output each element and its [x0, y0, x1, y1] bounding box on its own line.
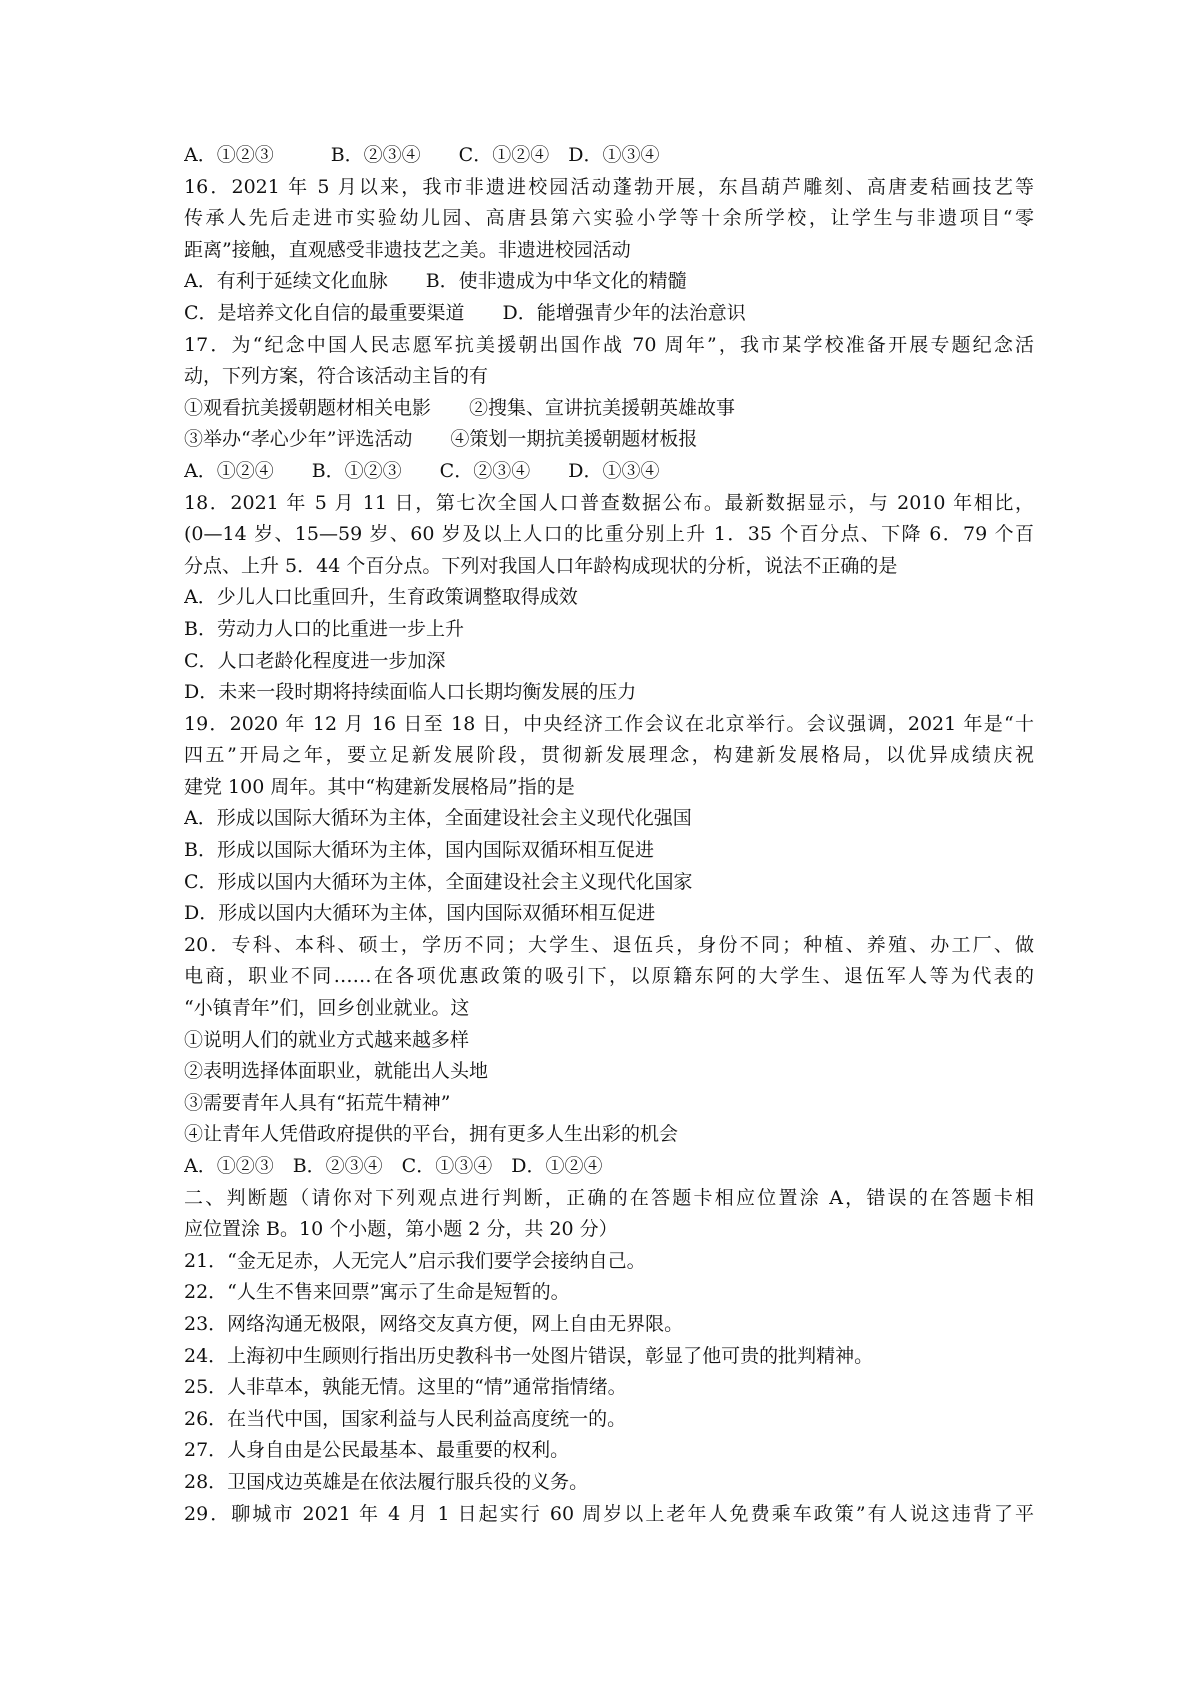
- q23: 23．网络沟通无极限，网络交友真方便，网上自由无界限。: [184, 1312, 684, 1335]
- q20-item-3: ③需要青年人具有“拓荒牛精神”: [184, 1091, 451, 1114]
- q18-option-b: B．劳动力人口的比重进一步上升: [184, 617, 464, 640]
- section-2-heading-line-1: 二、判断题（请你对下列观点进行判断，正确的在答题卡相应位置涂 A，错误的在答题卡相: [184, 1186, 1034, 1209]
- q16-stem-line-1: 16．2021 年 5 月以来，我市非遗进校园活动蓬勃开展，东昌葫芦雕刻、高唐麦秸画技艺等: [184, 175, 1034, 198]
- q16-option-ab: A．有利于延续文化血脉 B．使非遗成为中华文化的精髓: [184, 270, 687, 293]
- q18-stem-line-1: 18．2021 年 5 月 11 日，第七次全国人口普查数据公布。最新数据显示，与 2010 年相比，: [184, 491, 1034, 514]
- q19-stem-line-1: 19．2020 年 12 月 16 日至 18 日，中央经济工作会议在北京举行。会议强调，2021 年是“十: [184, 712, 1034, 735]
- q20-stem-line-1: 20．专科、本科、硕士，学历不同；大学生、退伍兵，身份不同；种植、养殖、办工厂、做: [184, 933, 1034, 956]
- q19-stem-line-3: 建党 100 周年。其中“构建新发展格局”指的是: [184, 775, 575, 798]
- q19-option-c: C．形成以国内大循环为主体，全面建设社会主义现代化国家: [184, 870, 693, 893]
- q16-stem-line-2: 传承人先后走进市实验幼儿园、高唐县第六实验小学等十余所学校，让学生与非遗项目“零: [184, 207, 1034, 230]
- q18-option-a: A．少儿人口比重回升，生育政策调整取得成效: [184, 586, 578, 609]
- q28: 28．卫国戍边英雄是在依法履行服兵役的义务。: [184, 1470, 589, 1493]
- q20-options: A．①②③ B．②③④ C．①③④ D．①②④: [184, 1155, 603, 1177]
- document-page: [184, 140, 1034, 1530]
- q16-option-cd: C．是培养文化自信的最重要渠道 D．能增强青少年的法治意识: [184, 301, 746, 324]
- section-2-heading-line-2: 应位置涂 B。10 个小题，第小题 2 分，共 20 分）: [184, 1218, 618, 1241]
- q20-stem-line-2: 电商，职业不同……在各项优惠政策的吸引下，以原籍东阿的大学生、退伍军人等为代表的: [184, 965, 1034, 988]
- q18-stem-line-2: (0—14 岁、15—59 岁、60 岁及以上人口的比重分别上升 1．35 个百分点、下降 6．79 个百: [184, 523, 1034, 546]
- q18-option-c: C．人口老龄化程度进一步加深: [184, 649, 446, 672]
- q20-item-1: ①说明人们的就业方式越来越多样: [184, 1028, 470, 1051]
- q18-option-d: D．未来一段时期将持续面临人口长期均衡发展的压力: [184, 681, 637, 704]
- q19-option-d: D．形成以国内大循环为主体，国内国际双循环相互促进: [184, 902, 656, 925]
- q21: 21．“金无足赤，人无完人”启示我们要学会接纳自己。: [184, 1249, 646, 1272]
- q16-stem-line-3: 距离”接触，直观感受非遗技艺之美。非遗进校园活动: [184, 238, 631, 261]
- q20-item-2: ②表明选择体面职业，就能出人头地: [184, 1060, 489, 1083]
- q17-stem-line-1: 17．为“纪念中国人民志愿军抗美援朝出国作战 70 周年”，我市某学校准备开展专题纪念活: [184, 333, 1034, 356]
- q27: 27．人身自由是公民最基本、最重要的权利。: [184, 1439, 570, 1462]
- q20-stem-line-3: “小镇青年”们，回乡创业就业。这: [184, 997, 470, 1020]
- q24: 24．上海初中生顾则行指出历史教科书一处图片错误，彰显了他可贵的批判精神。: [184, 1344, 874, 1367]
- q25: 25．人非草本，孰能无情。这里的“情”通常指情绪。: [184, 1376, 627, 1399]
- q19-option-b: B．形成以国际大循环为主体，国内国际双循环相互促进: [184, 839, 654, 862]
- q17-items-34: ③举办“孝心少年”评选活动 ④策划一期抗美援朝题材板报: [184, 428, 698, 451]
- q19-stem-line-2: 四五”开局之年，要立足新发展阶段，贯彻新发展理念，构建新发展格局，以优异成绩庆祝: [184, 744, 1034, 767]
- q15-options: A．①②③ B．②③④ C．①②④ D．①③④: [184, 144, 660, 166]
- q17-items-12: ①观看抗美援朝题材相关电影 ②搜集、宣讲抗美援朝英雄故事: [184, 396, 736, 419]
- q20-item-4: ④让青年人凭借政府提供的平台，拥有更多人生出彩的机会: [184, 1123, 679, 1146]
- q29-line-1: 29．聊城市 2021 年 4 月 1 日起实行 60 周岁以上老年人免费乘车政策”有人说这违背了平: [184, 1502, 1034, 1525]
- q22: 22．“人生不售来回票”寓示了生命是短暂的。: [184, 1281, 570, 1304]
- q17-stem-line-2: 动，下列方案，符合该活动主旨的有: [184, 365, 489, 388]
- q26: 26．在当代中国，国家利益与人民利益高度统一的。: [184, 1407, 627, 1430]
- q19-option-a: A．形成以国际大循环为主体，全面建设社会主义现代化强国: [184, 807, 692, 830]
- q17-options: A．①②④ B．①②③ C．②③④ D．①③④: [184, 459, 660, 482]
- q18-stem-line-3: 分点、上升 5．44 个百分点。下列对我国人口年龄构成现状的分析，说法不正确的是: [184, 554, 898, 577]
